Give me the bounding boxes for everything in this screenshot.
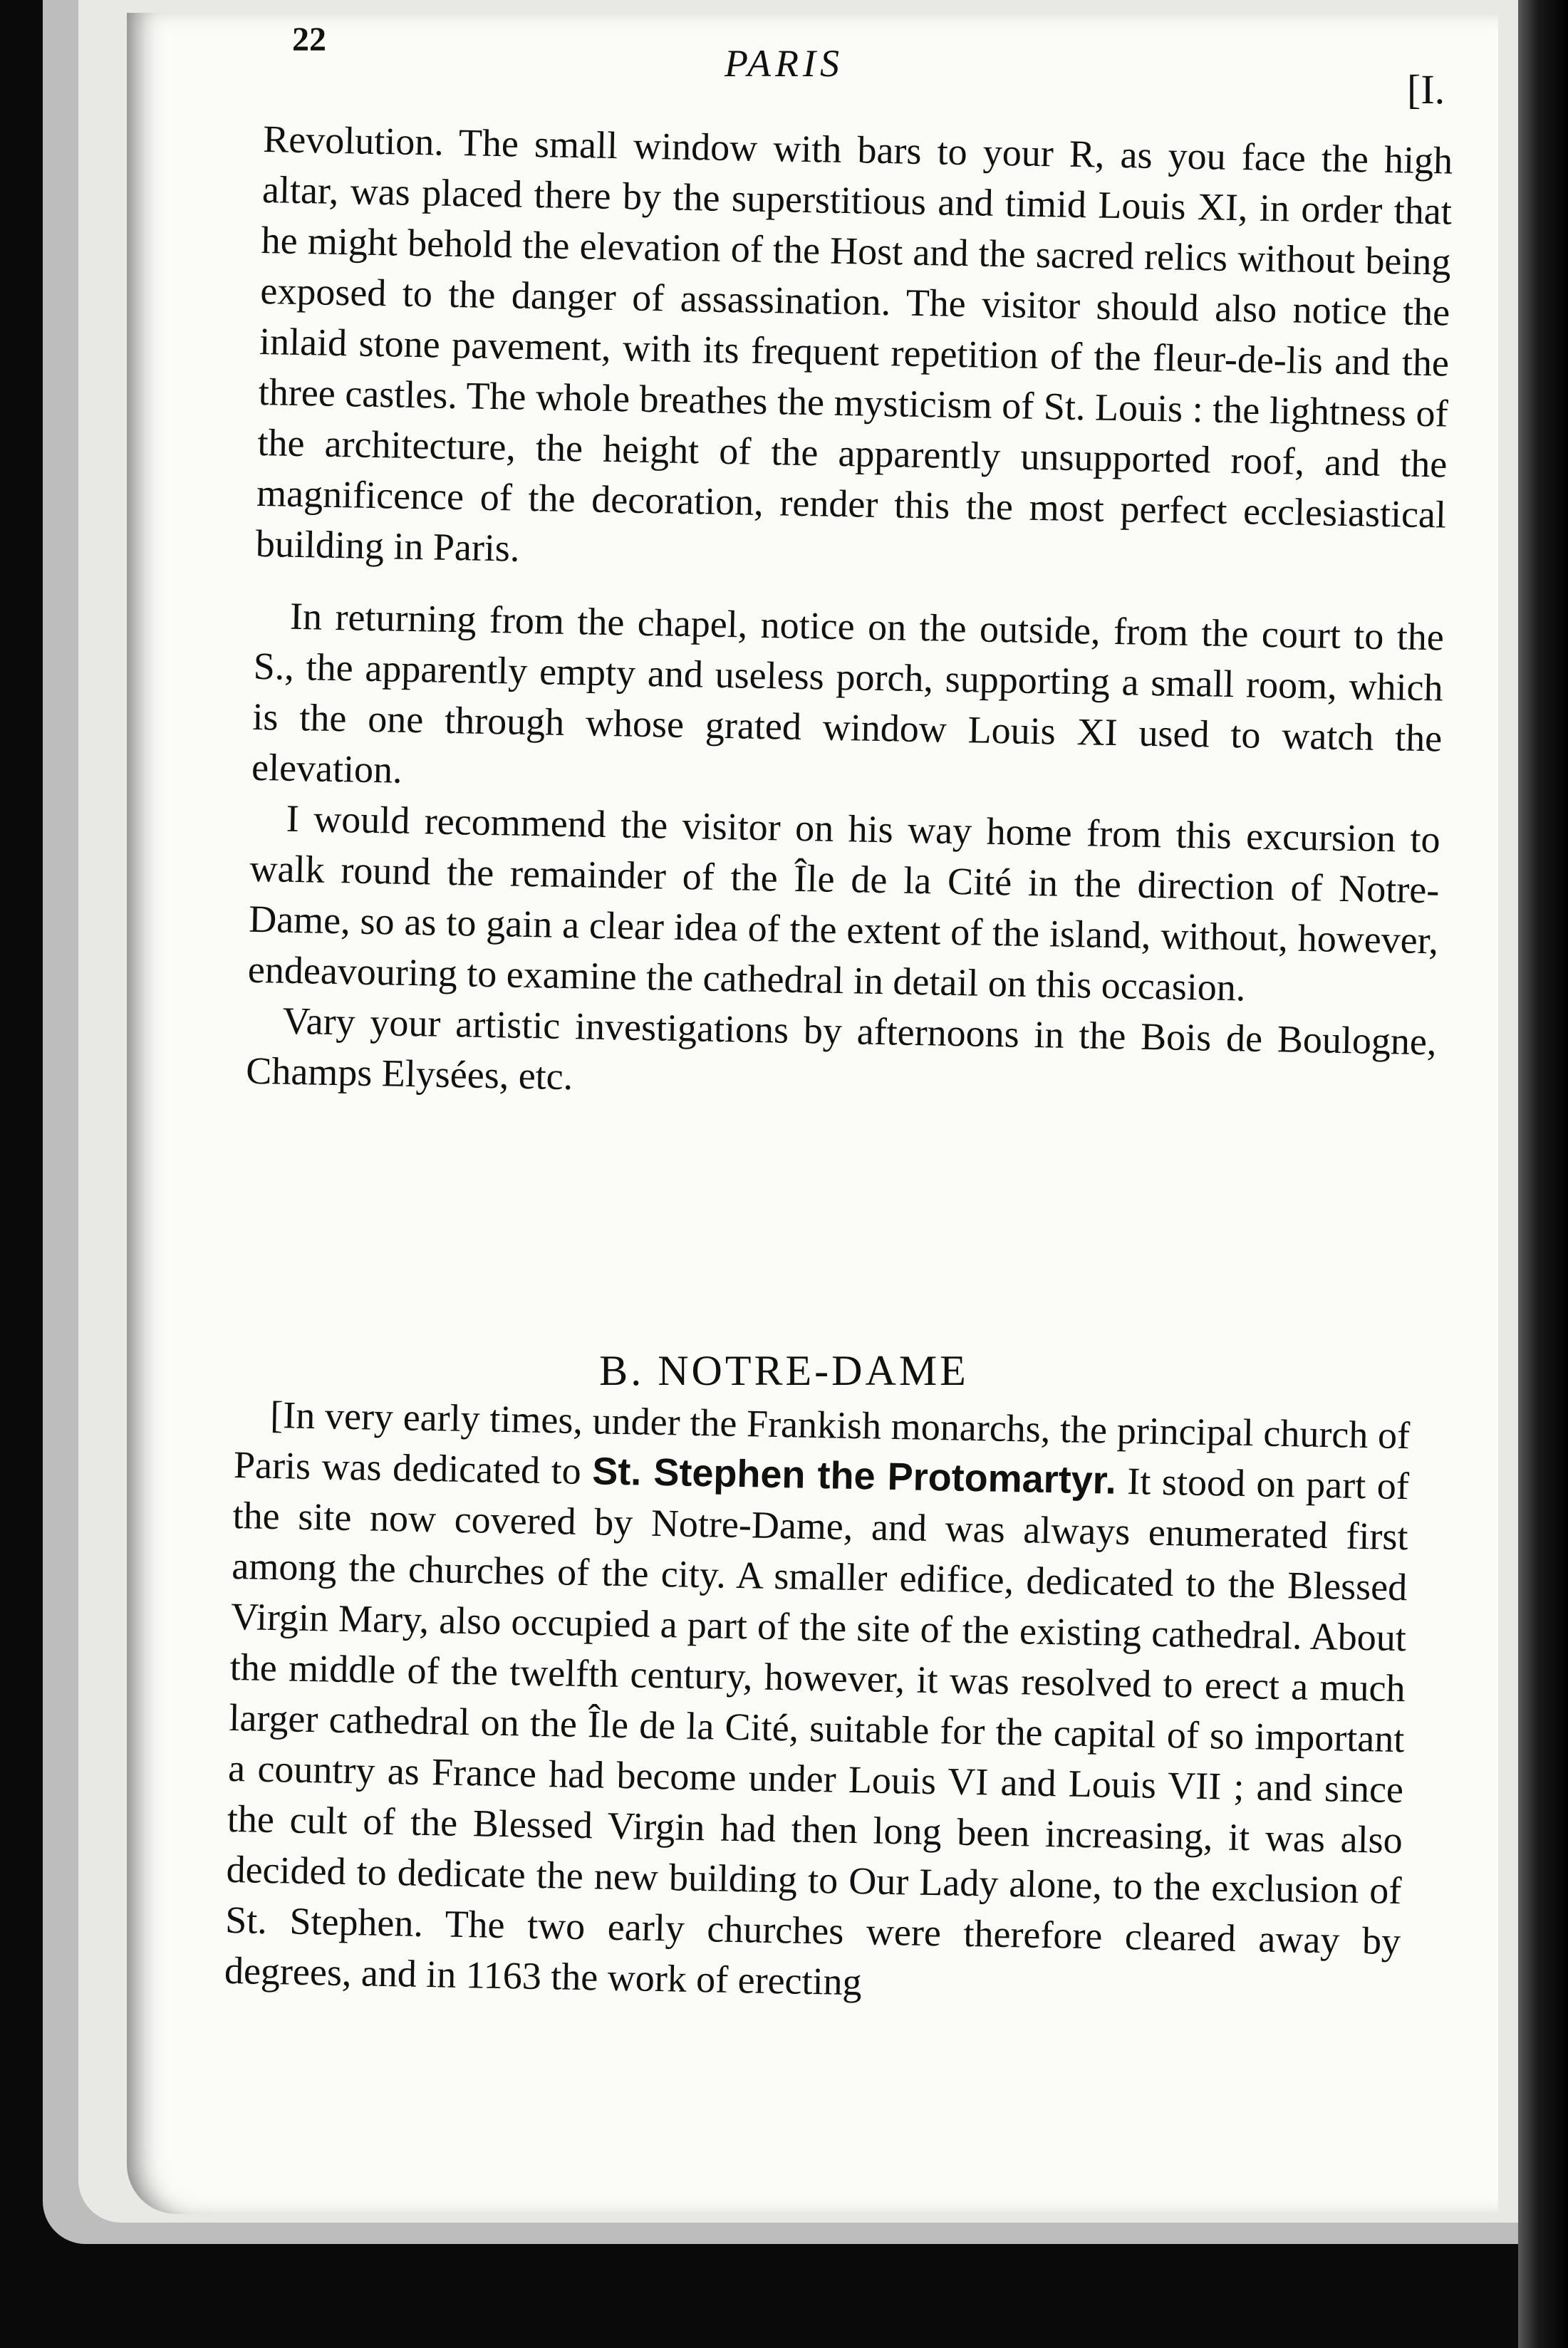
bold-name: St. Stephen the Protomartyr. bbox=[591, 1450, 1117, 1502]
section-marker: [I. bbox=[1407, 66, 1445, 113]
paragraph bbox=[224, 1389, 1410, 2017]
book-spine-shadow bbox=[1518, 0, 1568, 2348]
page-number: 22 bbox=[292, 21, 326, 58]
body-text: It stood on part of the site now covered by Notre-Dame, and was always enumerated first among the churches of the city. A smaller edifice, dedicated to the Blessed Virgin Mary, also occupied a part of the site of the existing cathedral. About the middle of the twelfth century, however, it was resolved to erect a much larger cathedral on the Île de la Cité, suitable for the capital of so important a country as France had become under Louis VI and Louis VII ; and since the cult of the Blessed Virgin had then long been increasing, it was also decided to dedicate the new building to Our Lady alone, to the exclusion of St. Stephen. The two early churches were therefore cleared away by degrees, and in 1163 the work of erecting bbox=[224, 1459, 1410, 2004]
paragraph: I would recommend the visitor on his way home from this excursion to walk round the remainder of the Île de la Cité in the direction of Notre-Dame, so as to gain a clear idea of the extent of the island, without, however, endeavouring to examine the cathedral in detail on this occasion. bbox=[247, 796, 1441, 1009]
section-heading: B. NOTRE-DAME bbox=[599, 1347, 969, 1394]
paragraph: In returning from the chapel, notice on the outside, from the court to the S., the apparently empty and useless porch, supporting a small room, which is the one through whose grated window Louis XI used to watch the elevation. bbox=[251, 594, 1445, 791]
section-a-text bbox=[246, 114, 1453, 1118]
intro-text: [In very early times, under the Frankish monarchs, the principal church of Paris was dedicated to bbox=[233, 1393, 1411, 1492]
paragraph: Vary your artistic investigations by afternoons in the Bois de Boulogne, Champs Elysées, etc. bbox=[245, 999, 1437, 1098]
paragraph: Revolution. The small window with bars to your R, as you face the high altar, was placed there by the superstitious and timid Louis XI, in order that he might behold the elevation of the Host and the sacred relics without being exposed to the danger of assassination. The visitor should also notice the inlaid stone pavement, with its frequent repetition of the fleur-de-lis and the three castles. The whole breathes the mysticism of St. Louis : the lightness of the architecture, the height of the apparently unsupported roof, and the magnificence of the decoration, render this the most perfect ecclesiastical building in Paris. bbox=[255, 117, 1453, 570]
section-b-text bbox=[224, 1389, 1410, 2017]
running-head: PARIS bbox=[725, 42, 843, 85]
